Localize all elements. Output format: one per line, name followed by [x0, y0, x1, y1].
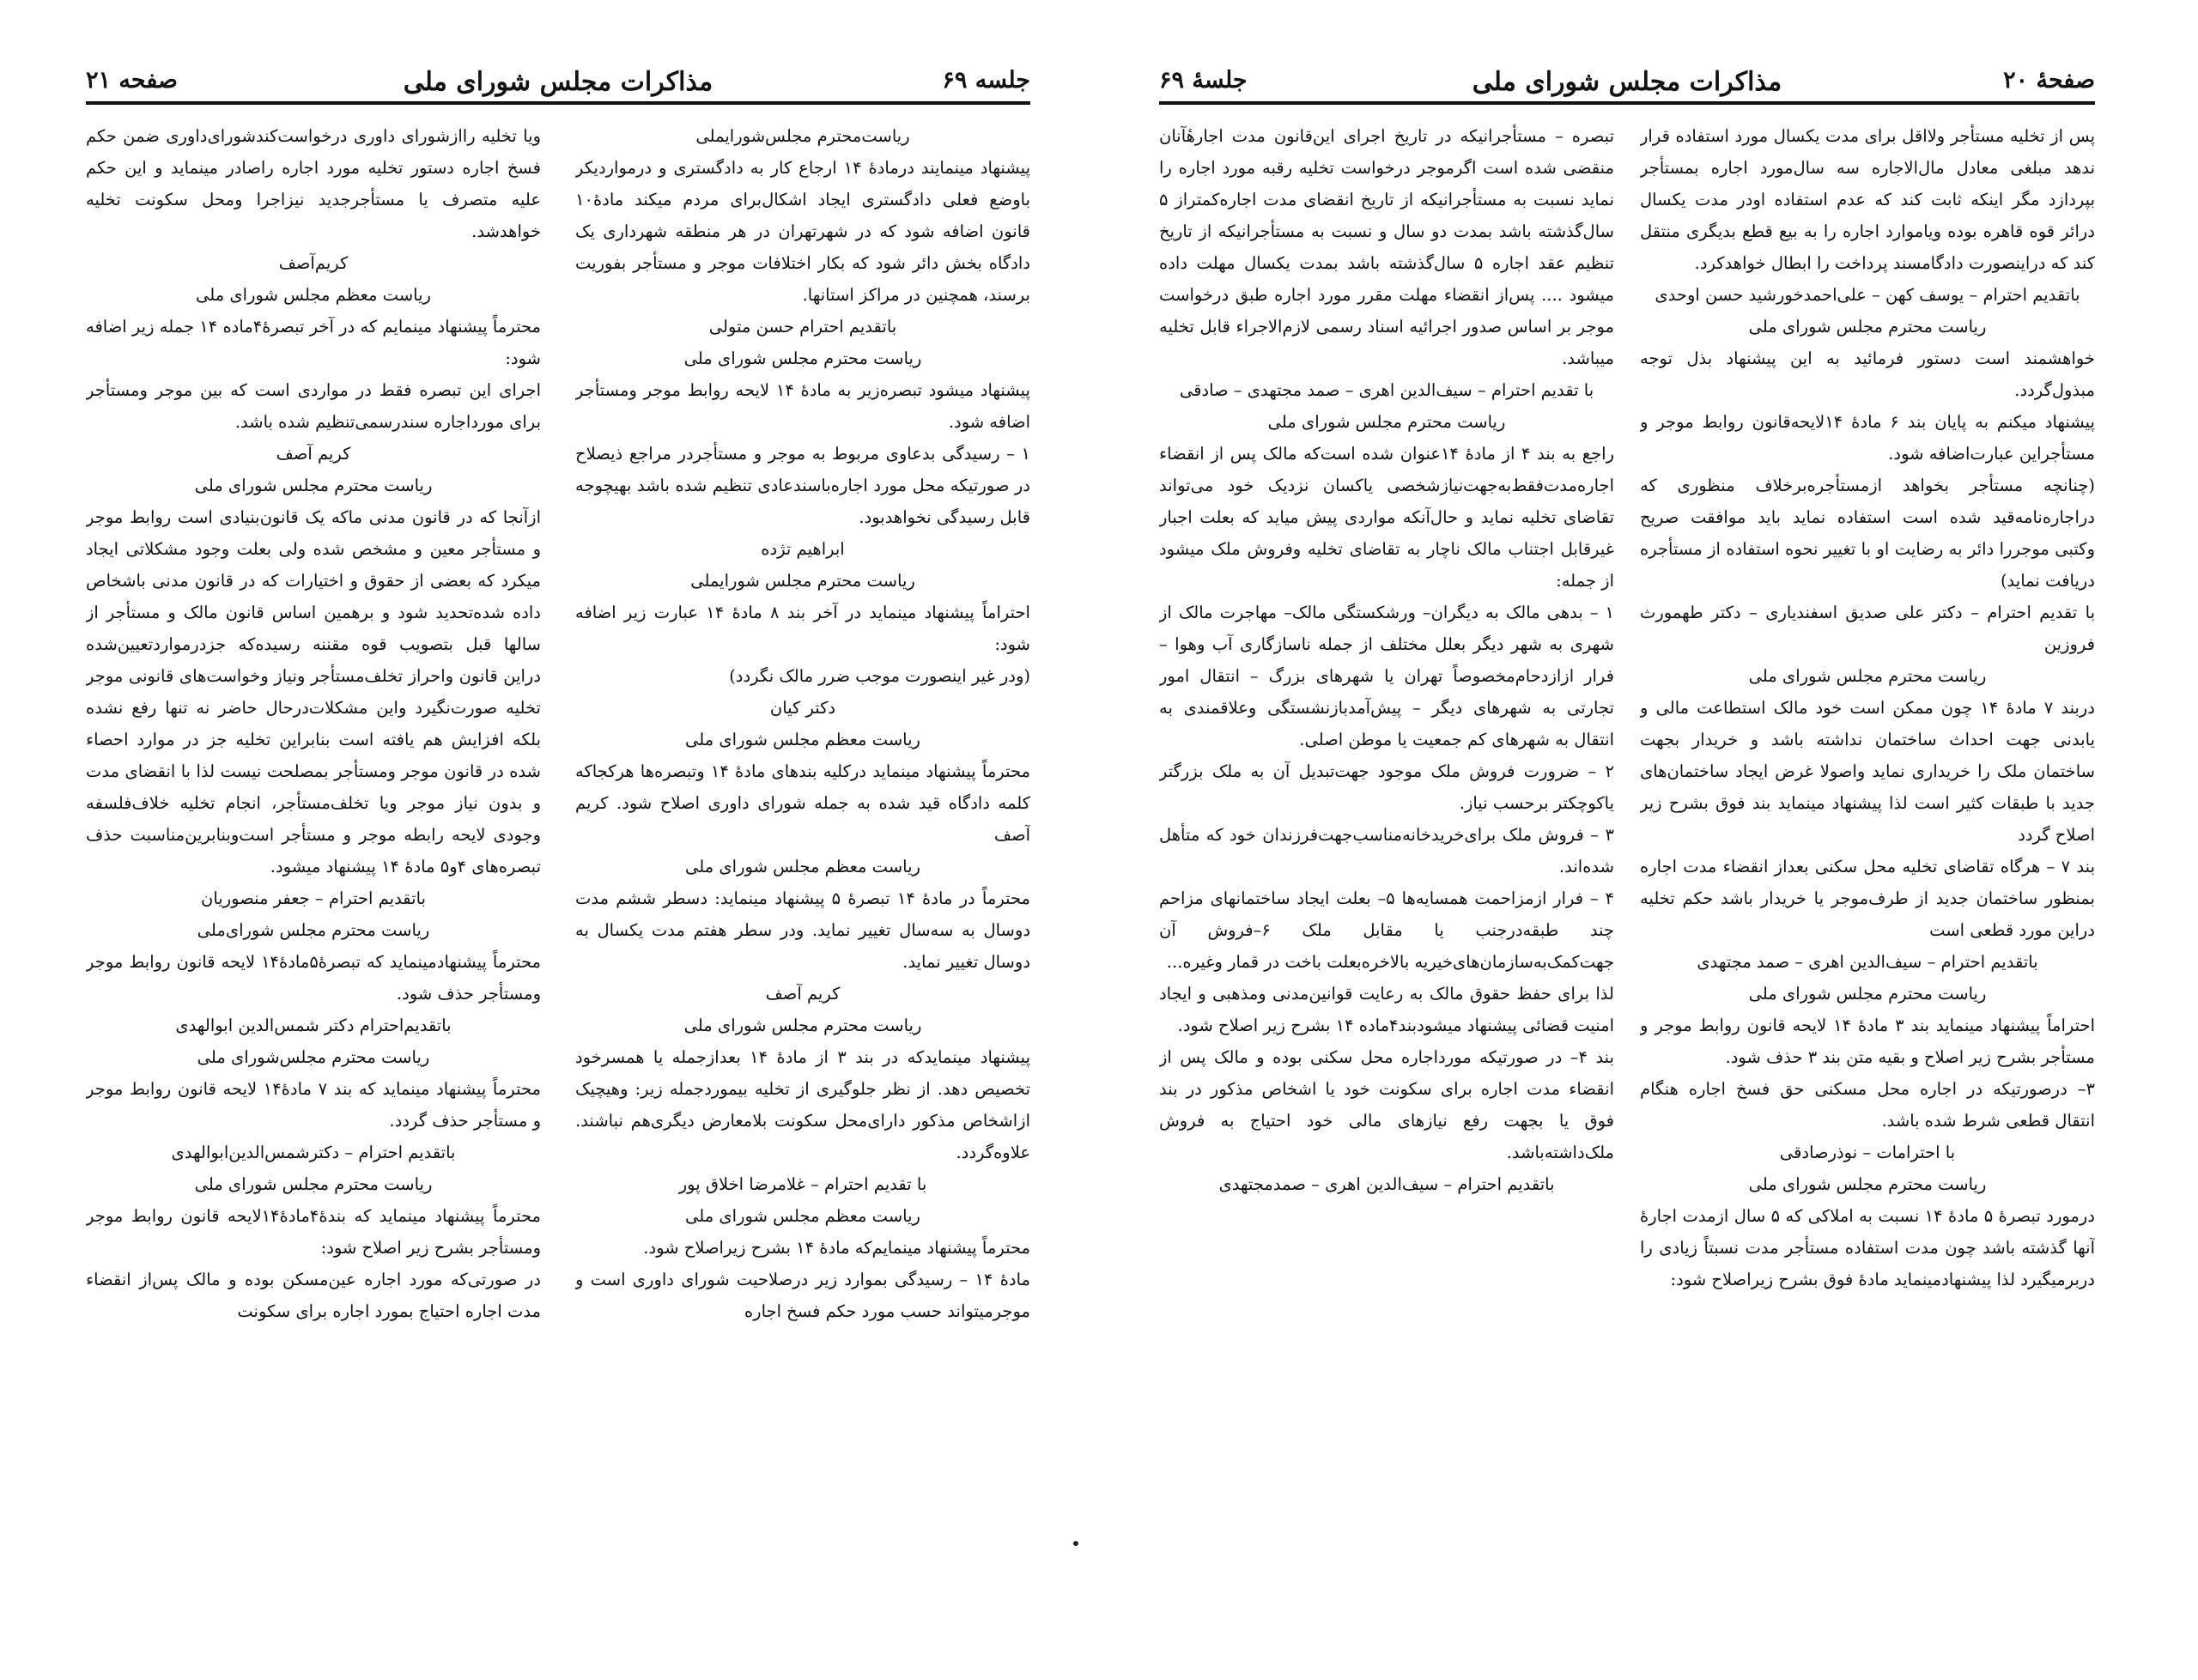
page-number: صفحهٔ ۲۰: [2003, 67, 2095, 94]
paragraph: ۳ – فروش ملک برای‌خریدخانه‌مناسب‌جهت‌فرزندان خود که متأهل شده‌اند.: [1159, 825, 1614, 876]
column-left: [86, 120, 541, 1657]
column-right: [575, 120, 1030, 1657]
letter-salutation: ریاست محترم مجلس شورای ملی: [194, 476, 433, 495]
paragraph: راجع به بند ۴ از مادهٔ ۱۴عنوان شده است‌که مالک پس از انقضاء اجاره‌مدت‌فقط‌به‌جهت‌نیازشخصی یاکسان نزدیک خود می‌تواند تقاضای تخلیه نماید و حال‌آنکه مواردی پیش میاید که بعلت اجبار غیرقابل اجتناب مالک ناچار به تقاضای تخلیه وفروش ملک میشود از جمله:: [1159, 444, 1614, 591]
paragraph: ازآنجا که در قانون مدنی ماکه یک قانون‌بنیادی است روابط موجر و مستأجر معین و مشخص شده ولی بعلت وجود مشکلاتی ایجاد میکرد که بعضی از حقوق و اختیارات که در قانون مدنی باشخاص داده شده‌تحدید شود و برهمین اساس قانون مالک و مستأجر از سالها قبل بتصویب قوه مقننه رسیده‌که جزدرمواردتعیین‌شده دراین قانون واحراز تخلف‌مستأجر ونیاز وخواست‌های قانونی موجر تخلیه صورت‌نگیرد واین مشکلات‌درحال حاضر نه تنها رفع نشده بلکه افزایش هم یافته است بنابراین تخلیه جز در موارد احصاء شده در قانون موجر ومستأجر بمصلحت نیست لذا با انقضای مدت و بدون نیاز موجر ویا تخلف‌مستأجر، انجام تخلیه خلاف‌فلسفه وجودی لایحه رابطه موجر و مستأجر است‌وبنابرین‌مناسبت حذف تبصره‌های ۴و۵ مادهٔ ۱۴ پیشنهاد میشود.: [86, 507, 541, 876]
signature-line: باتقدیم احترام – سیف‌الدین اهری – صمد مجتهدی: [1697, 952, 2038, 972]
page-number: صفحه ۲۱: [86, 67, 178, 94]
paragraph: اجرای این تبصره فقط در مواردی است که بین موجر ومستأجر برای موردا‌جاره سندرسمی‌تنظیم شده باشد.: [86, 380, 541, 432]
paragraph: پیشنهاد مینمایند درمادهٔ ۱۴ ارجاع کار به دادگستری و درمواردیکر باوضع فعلی دادگستری ایجاد اشکال‌برای مردم میکند مادهٔ۱۰ قانون اضافه شود که در شهرتهران در هر منطقه شهرداری یک دادگاه بخش دائر شود که بکار اختلافات موجر و مستأجر بفوریت برسند، همچنین در مراکز استانها.: [575, 158, 1030, 305]
paragraph: محترماً در مادهٔ ۱۴ تبصرهٔ ۵ پیشنهاد مینماید: دسطر ششم مدت دوسال به سه‌سال تغییر نماید. ودر سطر هفتم مدت یکسال به دوسال تغییر نماید.: [575, 889, 1030, 972]
paragraph: با تقدیم احترام – دکتر علی صدیق اسفندیاری – دکتر طهمورث فروزین: [1640, 603, 2095, 654]
header-rule: [1159, 101, 2095, 105]
page-21: [86, 0, 1030, 1680]
paragraph: محترماً پیشنهاد مینمایم‌که مادهٔ ۱۴ بشرح زیراصلاح شود.: [643, 1238, 1030, 1258]
session-number: جلسه ۶۹: [942, 67, 1030, 94]
margin-mark: [1073, 1541, 1078, 1546]
paragraph: دربند ۷ مادهٔ ۱۴ چون ممکن است خود مالک استطاعت مالی و یابدنی جهت احداث ساختمان نداشته باشد و خریدار بجهت ساختمان ملک را خریداری نماید واصولا غرض ایجاد ساختمان‌های جدید با طبقات کثیر است لذا پیشنهاد مینماید بند فوق بشرح زیر اصلاح گردد: [1640, 698, 2095, 845]
page-header: [86, 67, 1030, 101]
paragraph: محترماً پیشنهادمینماید که تبصرهٔ۵مادهٔ۱۴ لایحه قانون روابط موجر ومستأجر حذف شود.: [86, 952, 541, 1004]
signature-line: ابراهیم تژده: [761, 539, 845, 559]
paragraph: ۱ – رسیدگی بدعاوی مربوط به موجر و مستأجردر مراجع ذیصلاح در صورتیکه محل مورد اجاره‌باسندعادی تنظیم شده باشد بهیچوجه قابل رسیدگی نخواهدبود.: [575, 444, 1030, 527]
letter-salutation: ریاست محترم مجلس شورای ملی: [1748, 666, 1987, 686]
letter-salutation: ریاست معظم مجلس شورای ملی: [685, 1206, 920, 1226]
letter-salutation: ریاست محترم مجلس شورای ملی: [1748, 317, 1987, 337]
paragraph: محترماً پیشنهاد مینماید که بند ۷ مادهٔ۱۴ لایحه قانون روابط موجر و مستأجر حذف گردد.: [86, 1079, 541, 1131]
paragraph: ۲ – ضرورت فروش ملک موجود جهت‌تبدیل آن به ملک بزرگتر یاکوچکتر برحسب نیاز.: [1159, 761, 1614, 813]
paragraph: خواهشمند است دستور فرمائید به این پیشنهاد بذل توجه مبذول‌گردد.: [1640, 349, 2095, 400]
paragraph: تبصره – مستأجرانیکه در تاریخ اجرای این‌قانون مدت اجارهٔآنان منقضی شده است اگرموجر درخواست تخلیه رقبه مورد اجاره را نماید نسبت به مستأجرانیکه از تاریخ انقضای مدت اجاره‌کمتراز ۵ سال‌گذشته باشد بمدت دو سال و نسبت به مستأجرانیکه از تاریخ تنظیم عقد اجاره ۵ سال‌گذشته باشد بمدت یکسال مهلت داده میشود .... پس‌از انقضاء مهلت مقرر مورد اجاره طبق درخواست موجر بر اساس صدور اجرائیه اسناد رسمی لازم‌الاجراء قابل تخلیه میباشد.: [1159, 126, 1614, 368]
paragraph: مادهٔ ۱۴ – رسیدگی بموارد زیر درصلاحیت شورای داوری است و موجرمیتواند حسب مورد حکم فسخ اجاره: [575, 1270, 1030, 1321]
letter-salutation: ریاست محترم مجلس‌شورای ملی: [197, 1047, 430, 1067]
session-number: جلسهٔ ۶۹: [1159, 67, 1248, 94]
journal-title: مذاکرات مجلس شورای ملی: [1472, 67, 1782, 97]
signature-line: باتقدیم احترام حسن متولی: [708, 317, 897, 337]
letter-salutation: ریاست محترم مجلس شورای ملی: [1267, 412, 1506, 432]
paragraph: بند ۷ – هرگاه تقاضای تخلیه محل سکنی بعداز انقضاء مدت اجاره بمنظور ساختمان جدید از طرف‌موجر یا خریدار باشد حکم تخلیه دراین مورد قطعی است: [1640, 857, 2095, 940]
paragraph: درمورد تبصرهٔ ۵ مادهٔ ۱۴ نسبت به املاکی که ۵ سال ازمدت اجارهٔ آنها گذشته باشد چون مدت استفاده مستأجر مدت نسبتاً زیادی را دربرمیگیرد لذا پیشنهادمینماید مادهٔ فوق بشرح زیراصلاح شود:: [1640, 1206, 2095, 1289]
letter-salutation: ریاست محترم مجلس شورای ملی: [1748, 984, 1987, 1004]
signature-line: با تقدیم احترام – سیف‌الدین اهری – صمد مجتهدی – صادقی: [1179, 380, 1594, 400]
letter-salutation: ریاست معظم مجلس شورای ملی: [685, 730, 920, 749]
letter-salutation: ریاست‌محترم مجلس‌شورایملی: [695, 126, 910, 146]
letter-salutation: ریاست معظم مجلس شورای ملی: [685, 857, 920, 876]
signature-line: کریم آصف: [276, 444, 351, 464]
paragraph: ۱ – بدهی مالک به دیگران– ورشکستگی مالک– مهاجرت مالک از شهری به شهر دیگر بعلل مختلف از جمله ناسازگاری آب وهوا – فرار ازازدحام‌مخصوصاً تهران یا شهرهای بزرگ – انتقال امور تجارتی به شهرهای دیگر – پیش‌آمدبازنشستگی وعلاقمندی به انتقال به شهرهای کم جمعیت یا موطن اصلی.: [1159, 603, 1614, 749]
paragraph: پیشنهاد میشود تبصره‌زیر به مادهٔ ۱۴ لایحه روابط موجر ومستأجر اضافه شود.: [575, 380, 1030, 432]
letter-salutation: ریاست محترم مجلس شورای ملی: [1748, 1174, 1987, 1194]
paragraph: پس از تخلیه مستأجر ولااقل برای مدت یکسال مورد استفاده قرار ندهد مبلغی معادل مال‌الاجاره سه سال‌مورد اجاره بمستأجر بپردازد مگر اینکه ثابت کند که عدم استفاده اودر مدت یکسال درائر قوه قاهره بوده ویاموارد اجاره را به بیع قطع بدیگری منتقل کند که دراینصورت دادگامسند پرداخت را ابطال خواهدکرد.: [1640, 126, 2095, 273]
paragraph: محترماً پیشنهاد مینماید که بندهٔ۴مادهٔ۱۴لایحه قانون روابط موجر ومستأجر بشرح زیر اصلاح شود:: [86, 1206, 541, 1258]
paragraph: (ودر غیر اینصورت موجب ضرر مالک نگردد): [729, 666, 1030, 686]
paragraph: محترماً پیشنهاد مینمایم که در آخر تبصرهٔ۴ماده ۱۴ جمله زیر اضافه شود:: [86, 317, 541, 368]
column-right: [1640, 120, 2095, 1657]
page-header: [1159, 67, 2095, 101]
paragraph: در صورتی‌که مورد اجاره عین‌مسکن بوده و مالک پس‌از انقضاء مدت اجاره احتیاج بمورد اجاره برای سکونت: [86, 1270, 541, 1321]
paragraph: ویا تخلیه راازشورای داوری درخواست‌کندشورای‌داوری ضمن حکم فسخ اجاره دستور تخلیه مورد اجاره راصادر مینماید و این حکم علیه متصرف یا مستأجرجدید نیزاجرا ومحل سکونت تخلیه خواهدشد.: [86, 126, 541, 241]
paragraph: بند ۴– در صورتیکه موردا‌جاره محل سکنی بوده و مالک پس از انقضاء مدت اجاره برای سکونت خود یا اشخاص مذکور در بند فوق یا بجهت رفع نیازهای مالی خود احتیاج به فروش ملک‌داشته‌باشد.: [1159, 1047, 1614, 1162]
page-20: [1159, 0, 2095, 1680]
paragraph: ۴ – فرار ازمزاحمت همسایه‌ها ۵– بعلت ایجاد ساختمانهای مزاحم چند طبقه‌درجنب یا مقابل ملک ۶–فروش آن جهت‌کمک‌به‌سازمان‌های‌خیریه بالاخره‌بعلت باخت در قمار وغیره...: [1159, 889, 1614, 972]
signature-line: باتقدیم احترام – جعفر منصوریان: [201, 889, 426, 908]
paragraph: لذا برای حفظ حقوق مالک به رعایت قوانین‌مدنی ومذهبی و ایجاد امنیت قضائی پیشنهاد میشودبند۴ماده ۱۴ بشرح زیر اصلاح شود.: [1159, 984, 1614, 1035]
signature-line: با تقدیم احترام – غلامرضا اخلاق پور: [678, 1174, 927, 1194]
paragraph: (چنانچه مستأجر بخواهد ازمستأجره‌برخلاف منظوری که دراجاره‌نامه‌قید شده است استفاده نماید باید موافقت صریح وکتبی موجررا دائر به رضایت او با تغییر نحوه استفاده از مستأجره دریافت نماید): [1640, 476, 2095, 591]
paragraph: محترماً پیشنهاد مینماید درکلیه بندهای مادهٔ ۱۴ وتبصره‌ها هرکجاکه کلمه دادگاه قید شده به جمله شورای داوری اصلاح شود. کریم آصف: [575, 761, 1030, 845]
signature-line: با احترامات – نوذرصادقی: [1779, 1143, 1956, 1162]
paragraph: پیشنهاد میکنم به پایان بند ۶ مادهٔ ۱۴لایحه‌قانون روابط موجر و مستأجراین عبارت‌اضافه شود.: [1640, 412, 2095, 464]
letter-salutation: ریاست محترم مجلس شورای ملی: [194, 1174, 433, 1194]
signature-line: باتقدیم احترام – سیف‌الدین اهری – صمدمجتهدی: [1218, 1174, 1555, 1194]
paragraph: احتراماً پیشنهاد مینماید در آخر بند ۸ مادهٔ ۱۴ عبارت زیر اضافه شود:: [575, 603, 1030, 654]
letter-salutation: ریاست معظم مجلس شورای ملی: [196, 285, 431, 305]
header-rule: [86, 101, 1030, 105]
signature-line: باتقدیم احترام – یوسف کهن – علی‌احمدخورشید حسن اوحدی: [1655, 285, 2080, 305]
letter-salutation: ریاست محترم مجلس شورایملی: [690, 571, 915, 591]
signature-line: کریم آصف: [765, 984, 841, 1004]
signature-line: باتقدیم‌احترام دکتر شمس‌الدین ابوالهدی: [175, 1016, 452, 1035]
column-left: [1159, 120, 1614, 1657]
letter-salutation: ریاست محترم مجلس شورای ملی: [683, 1016, 922, 1035]
journal-title: مذاکرات مجلس شورای ملی: [403, 67, 713, 97]
paragraph: احتراماً پیشنهاد مینماید بند ۳ مادهٔ ۱۴ لایحه قانون روابط موجر و مستأجر بشرح زیر اصلاح و بقیه متن بند ۳ حذف شود.: [1640, 1016, 2095, 1067]
paragraph: پیشنهاد مینمایدکه در بند ۳ از مادهٔ ۱۴ بعدازجمله یا همسرخود تخصیص دهد. از نظر جلوگیری از تخلیه بیموردجمله زیر: وهیچیک ازاشخاص مذکور دارای‌محل سکونت بلامعارض دیگری‌هم نباشند. علاوه‌گردد.: [575, 1047, 1030, 1162]
signature-line: باتقدیم احترام – دکترشمس‌الدین‌ابوالهدی: [171, 1143, 456, 1162]
letter-salutation: ریاست محترم مجلس شورای‌ملی: [197, 920, 430, 940]
paragraph: ۳– درصورتیکه در اجاره محل مسکنی حق فسخ اجاره هنگام انتقال قطعی شرط شده باشد.: [1640, 1079, 2095, 1131]
signature-line: کریم‌آصف: [278, 253, 349, 273]
letter-salutation: ریاست محترم مجلس شورای ملی: [683, 349, 922, 368]
signature-line: دکتر کیان: [769, 698, 836, 718]
